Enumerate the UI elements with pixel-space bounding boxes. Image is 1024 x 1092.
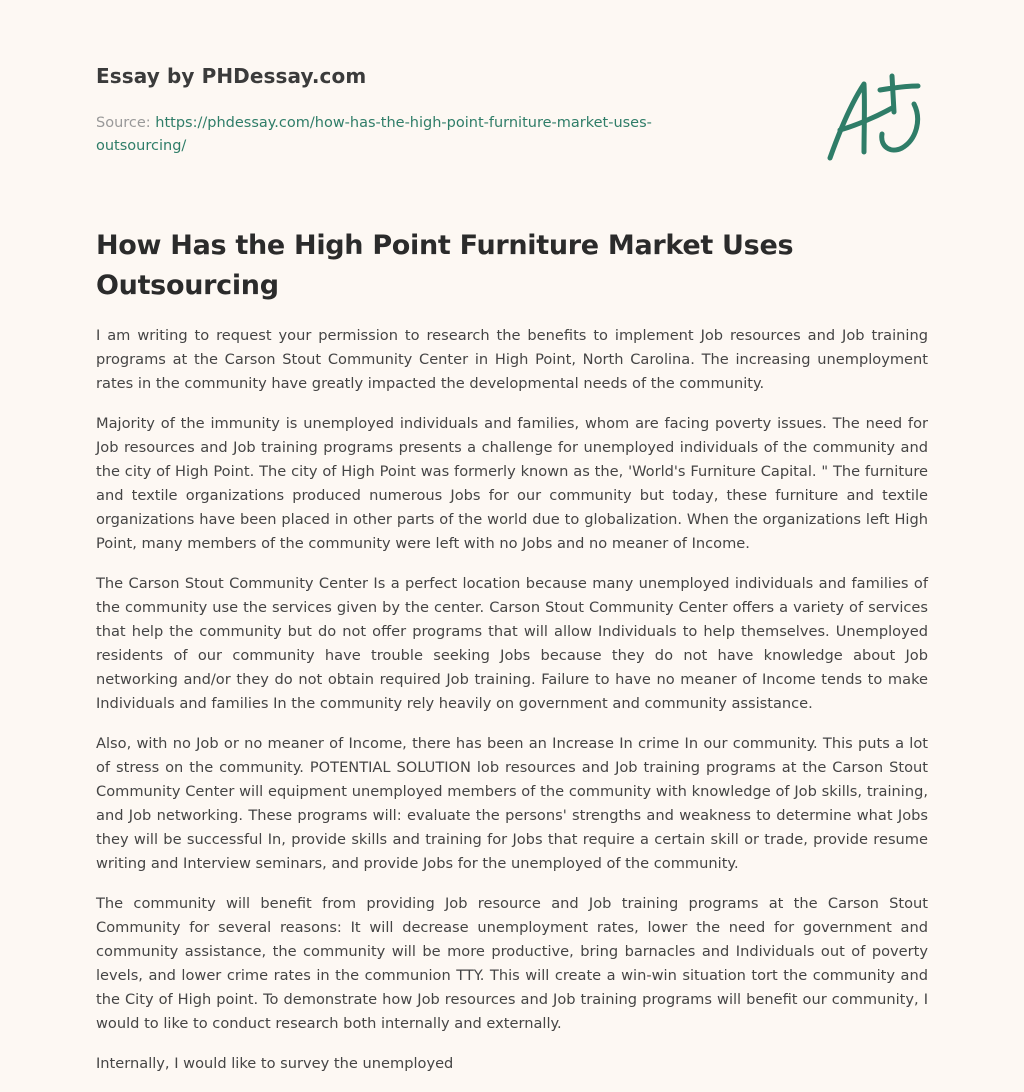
source-line — [96, 112, 736, 158]
site-title: Essay by PHDessay.com — [96, 64, 367, 88]
paragraph: The community will benefit from providing Job resource and Job training programs at the Carson Stout Community for several reasons: It will decrease unemployment rates, lower the need for government and community assistance, the community will be more productive, bring barnacles and Individuals out of poverty levels, and lower crime rates in the communion TTY. This will create a win-win situation tort the community and the City of High point. To demonstrate how Job resources and Job training programs will benefit our community, I would to like to conduct research both internally and externally. — [96, 895, 928, 1032]
a-plus-grade-icon — [818, 68, 930, 168]
paragraph: The Carson Stout Community Center Is a perfect location because many unemployed individuals and families of the community use the services given by the center. Carson Stout Community Center offers a variety of services that help the community but do not offer programs that will allow Individuals to help themselves. Unemployed residents of our community have trouble seeking Jobs because they do not have knowledge about Job networking and/or they do not obtain required Job training. Failure to have no meaner of Income tends to make Individuals and families In the community rely heavily on government and community assistance. — [96, 575, 928, 712]
source-link-line-2: outsourcing/ — [96, 138, 187, 154]
paragraph: Internally, I would like to survey the unemployed — [96, 1055, 454, 1072]
source-link[interactable] — [96, 115, 652, 154]
essay-title: How Has the High Point Furniture Market Uses Outsourcing — [96, 230, 794, 301]
source-link-line-1: https://phdessay.com/how-has-the-high-point-furniture-market-uses- — [155, 115, 652, 131]
essay-body — [96, 324, 928, 1092]
paragraph: Majority of the immunity is unemployed individuals and families, whom are facing poverty issues. The need for Job resources and Job training programs presents a challenge for unemployed individuals of the community and the city of High Point. The city of High Point was formerly known as the, 'World's Furniture Capital. " The furniture and textile organizations produced numerous Jobs for our community but today, these furniture and textile organizations have been placed in other parts of the world due to globalization. When the organizations left High Point, many members of the community were left with no Jobs and no meaner of Income. — [96, 415, 928, 552]
source-label: Source: — [96, 115, 151, 131]
paragraph: Also, with no Job or no meaner of Income, there has been an Increase In crime In our community. This puts a lot of stress on the community. POTENTIAL SOLUTION lob resources and Job training programs at the Carson Stout Community Center will equipment unemployed members of the community with knowledge of Job skills, training, and Job networking. These programs will: evaluate the persons' strengths and weakness to determine what Jobs they will be successful In, provide skills and training for Jobs that require a certain skill or trade, provide resume writing and Interview seminars, and provide Jobs for the unemployed of the community. — [96, 735, 928, 872]
page-header — [96, 64, 736, 158]
paragraph: I am writing to request your permission to research the benefits to implement Job resources and Job training programs at the Carson Stout Community Center in High Point, North Carolina. The increasing unemployment rates in the community have greatly impacted the developmental needs of the community. — [96, 327, 928, 392]
